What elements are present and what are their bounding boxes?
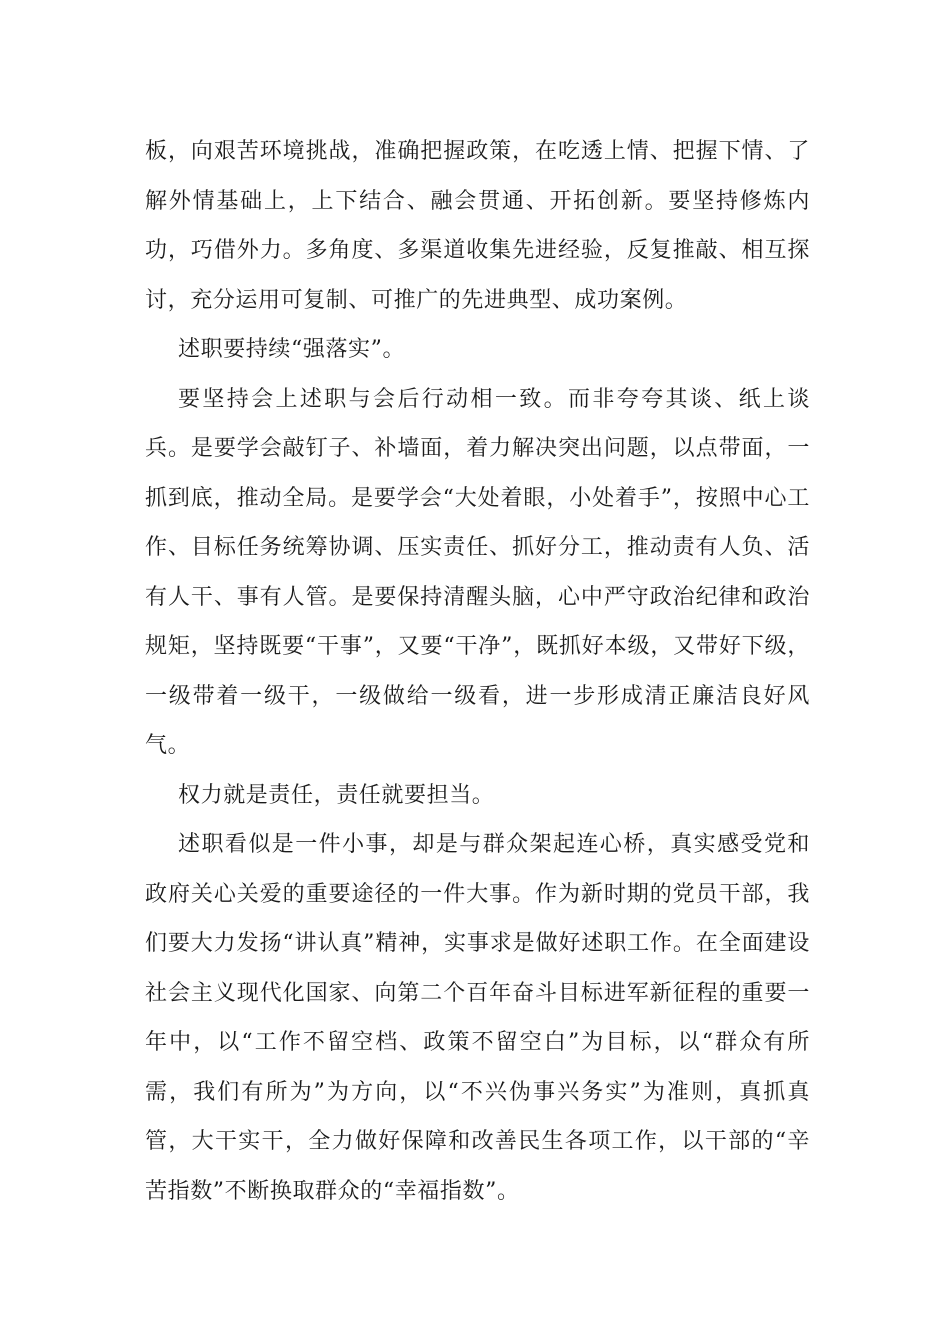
paragraph-heading-strengthen-implementation: 述职要持续“强落实”。 (178, 337, 406, 362)
paragraph-body: 要坚持会上述职与会后行动相一致。而非夸夸其谈、纸上谈兵。是要学会敲钉子、补墙面，着力解决突出问题，以点带面，一抓到底，推动全局。是要学会“大处着眼，小处着手”，按照中心工作、目标任务统筹协调、压实责任、抓好分工，推动责有人负、活有人干、事有人管。是要保持清醒头脑，心中严守政治纪律和政治规矩，坚持既要“干事”，又要“干净”，既抓好本级，又带好下级，一级带着一级干，一级做给一级看，进一步形成清正廉洁良好风气。 (145, 386, 810, 758)
paragraph-continuation: 板，向艰苦环境挑战，准确把握政策，在吃透上情、把握下情、了解外情基础上，上下结合、融会贯通、开拓创新。要坚持修炼内功，巧借外力。多角度、多渠道收集先进经验，反复推敲、相互探讨，充分运用可复制、可推广的先进典型、成功案例。 (145, 139, 810, 313)
document-body (145, 127, 810, 1216)
paragraph-heading-power-responsibility: 权力就是责任，责任就要担当。 (178, 782, 495, 808)
paragraph-body: 述职看似是一件小事，却是与群众架起连心桥，真实感受党和政府关心关爱的重要途径的一件大事。作为新时期的党员干部，我们要大力发扬“讲认真”精神，实事求是做好述职工作。在全面建设社会主义现代化国家、向第二个百年奋斗目标进军新征程的重要一年中，以“工作不留空档、政策不留空白”为目标，以“群众有所需，我们有所为”为方向，以“不兴伪事兴务实”为准则，真抓真管，大干实干，全力做好保障和改善民生各项工作，以干部的“辛苦指数”不断换取群众的“幸福指数”。 (145, 832, 810, 1204)
